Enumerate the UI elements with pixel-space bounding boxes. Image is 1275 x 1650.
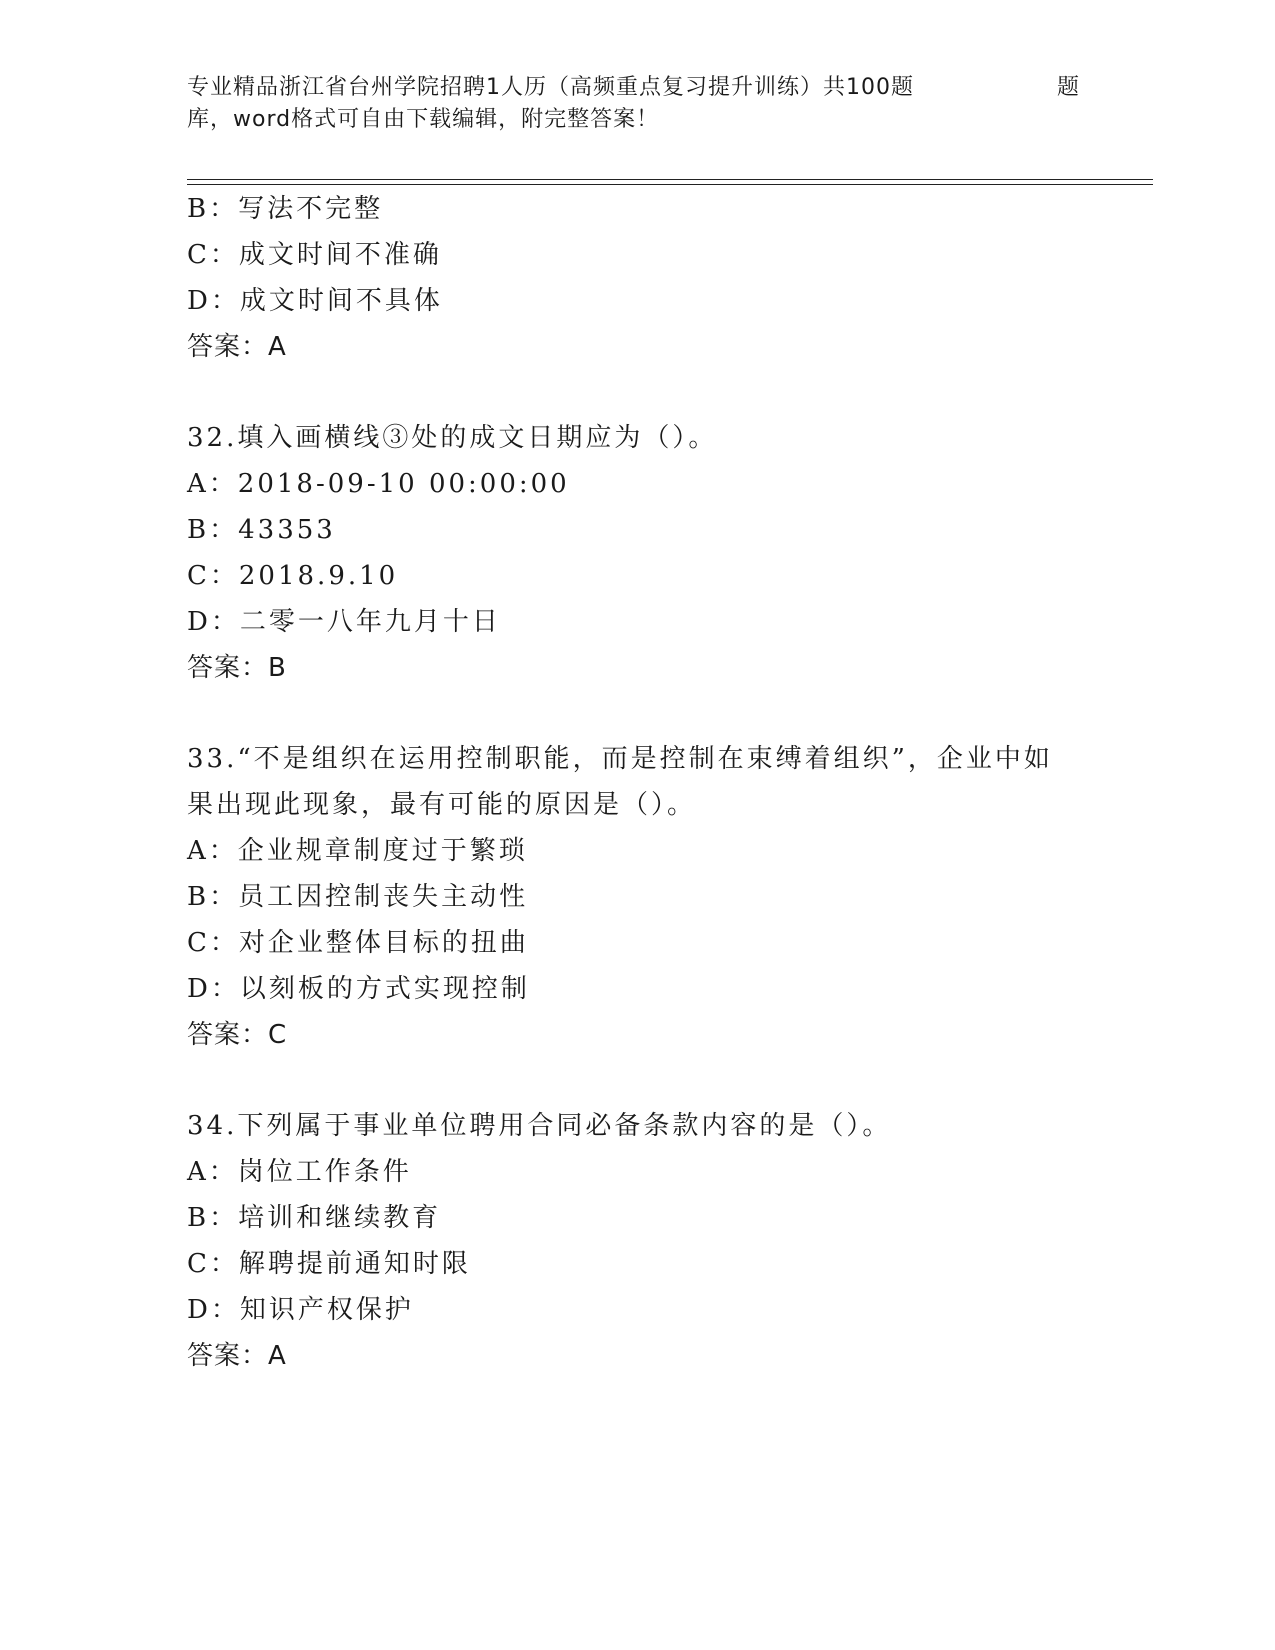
option-d: D：以刻板的方式实现控制 xyxy=(187,974,530,1004)
option-c: C：对企业整体目标的扭曲 xyxy=(187,928,529,958)
option-c: C：成文时间不准确 xyxy=(187,240,442,270)
question-block-33 xyxy=(187,736,1107,1058)
option-b: B：写法不完整 xyxy=(187,194,384,224)
document-header xyxy=(187,72,1087,136)
option-d: D：二零一八年九月十日 xyxy=(187,607,501,637)
header-rule-bottom xyxy=(187,184,1153,185)
question-text: 33.“不是组织在运用控制职能，而是控制在束缚着组织”，企业中如 果出现此现象，最有可能的原因是（）。 xyxy=(187,744,1053,820)
spacer xyxy=(187,1058,1107,1103)
header-title-tail: 题 xyxy=(1057,75,1081,100)
option-a: A：岗位工作条件 xyxy=(187,1157,412,1187)
spacer xyxy=(187,370,1107,415)
spacer xyxy=(187,691,1107,736)
answer-line: 答案：B xyxy=(187,653,287,683)
previous-question-block xyxy=(187,186,1107,370)
header-rule-top xyxy=(187,179,1153,180)
header-line-1 xyxy=(187,72,1087,104)
option-b: B：培训和继续教育 xyxy=(187,1203,442,1233)
question-text: 34.下列属于事业单位聘用合同必备条款内容的是（）。 xyxy=(187,1111,892,1141)
option-b: B：员工因控制丧失主动性 xyxy=(187,882,529,912)
answer-line: 答案：C xyxy=(187,1020,288,1050)
option-d: D：成文时间不具体 xyxy=(187,286,443,316)
answer-line: 答案：A xyxy=(187,1341,287,1371)
question-block-34 xyxy=(187,1103,1107,1379)
option-a: A：2018-09-10 00:00:00 xyxy=(187,469,570,499)
header-title: 专业精品浙江省台州学院招聘1人历（高频重点复习提升训练）共100题 xyxy=(187,75,914,100)
option-c: C：解聘提前通知时限 xyxy=(187,1249,471,1279)
option-c: C：2018.9.10 xyxy=(187,561,399,591)
option-a: A：企业规章制度过于繁琐 xyxy=(187,836,528,866)
answer-line: 答案：A xyxy=(187,332,287,362)
option-d: D：知识产权保护 xyxy=(187,1295,414,1325)
option-b: B：43353 xyxy=(187,515,336,545)
question-text: 32.填入画横线③处的成文日期应为（）。 xyxy=(187,423,718,453)
header-line-2: 库，word格式可自由下载编辑，附完整答案！ xyxy=(187,107,660,132)
question-content xyxy=(187,186,1107,1379)
question-block-32 xyxy=(187,415,1107,691)
